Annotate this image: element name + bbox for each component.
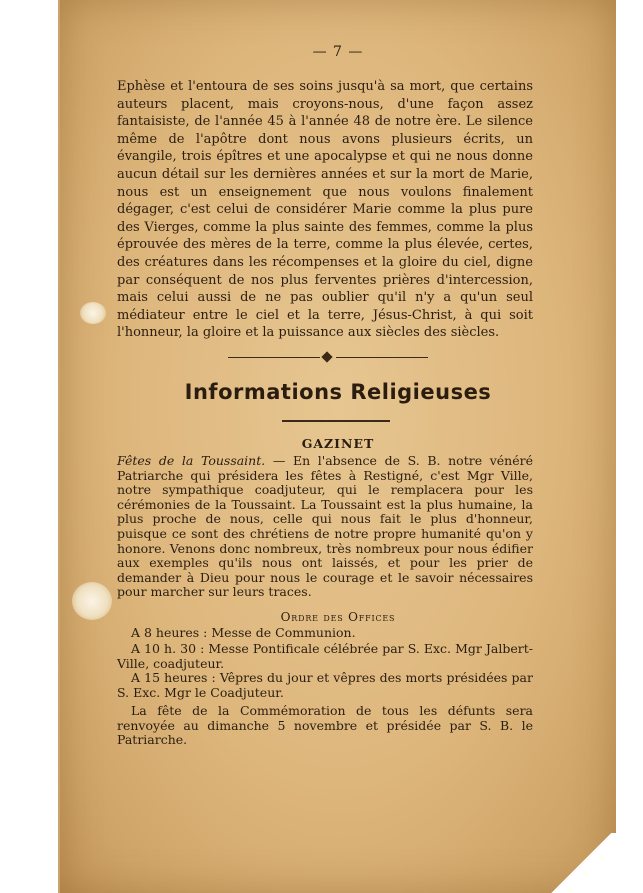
office-item: A 10 h. 30 : Messe Pontificale célébrée par S. Exc. Mgr Jalbert-Ville, coadjuteur. bbox=[117, 641, 533, 671]
title-underline bbox=[282, 420, 390, 422]
diamond-ornament-icon bbox=[321, 351, 332, 362]
paper-tear bbox=[72, 582, 112, 620]
offices-heading: Ordre des Offices bbox=[280, 610, 396, 624]
page-number: — 7 — bbox=[312, 44, 364, 60]
section-title: Informations Religieuses bbox=[184, 380, 492, 404]
divider-line-left bbox=[228, 357, 320, 358]
gazinet-heading: GAZINET bbox=[301, 436, 375, 451]
gazinet-paragraph bbox=[117, 454, 533, 600]
paper-tear bbox=[80, 302, 106, 324]
divider-line-right bbox=[336, 357, 428, 358]
folded-corner bbox=[546, 833, 616, 893]
gazinet-lead: Fêtes de la Toussaint. bbox=[117, 453, 266, 468]
document-page bbox=[58, 0, 616, 893]
intro-paragraph: Ephèse et l'entoura de ses soins jusqu'à sa mort, que certains auteurs placent, mais croyons-nous, d'une façon assez fantaisiste, de l'année 45 à l'année 48 de notre ère. Le silence même de l'apôtre dont nous avons plusieurs écrits, un évangile, trois épîtres et une apocalypse et qui ne nous donne aucun détail sur les dernières années et sur la mort de Marie, nous est un enseignement que nous voulons finalement dégager, c'est celui de considérer Marie comme la plus pure des Vierges, comme la plus sainte des femmes, comme la plus éprouvée des mères de la terre, comme la plus élevée, certes, des créatures dans les récompenses et la gloire du ciel, digne par conséquent de nos plus ferventes prières d'intercession, mais celui aussi de ne pas oublier qu'il n'y a qu'un seul médiateur entre le ciel et la terre, Jésus-Christ, à qui soit l'honneur, la gloire et la puissance aux siècles des siècles. bbox=[117, 79, 533, 341]
closing-paragraph: La fête de la Commémoration de tous les défunts sera renvoyée au dimanche 5 novembre et présidée par S. B. le Patriarche. bbox=[117, 703, 533, 748]
gazinet-body: — En l'absence de S. B. notre vénéré Patriarche qui présidera les fêtes à Restigné, c'est Mgr Ville, notre sympathique coadjuteur, qui le remplacera pour les cérémonies de la Toussaint. La Toussaint est la plus humaine, la plus proche de nous, celle qui nous fait le plus d'honneur, puisque ce sont des chrétiens de notre propre humanité qu'on y honore. Venons donc nombreux, très nombreux pour nous édifier aux exemples qu'ils nous ont laissés, et pour les prier de demander à Dieu pour nous le courage et le savoir nécessaires pour marcher sur leurs traces. bbox=[117, 453, 533, 600]
section-divider-ornament bbox=[228, 350, 428, 364]
office-item: A 15 heures : Vêpres du jour et vêpres des morts présidées par S. Exc. Mgr le Coadjuteur. bbox=[117, 670, 533, 700]
office-item: A 8 heures : Messe de Communion. bbox=[131, 625, 356, 640]
